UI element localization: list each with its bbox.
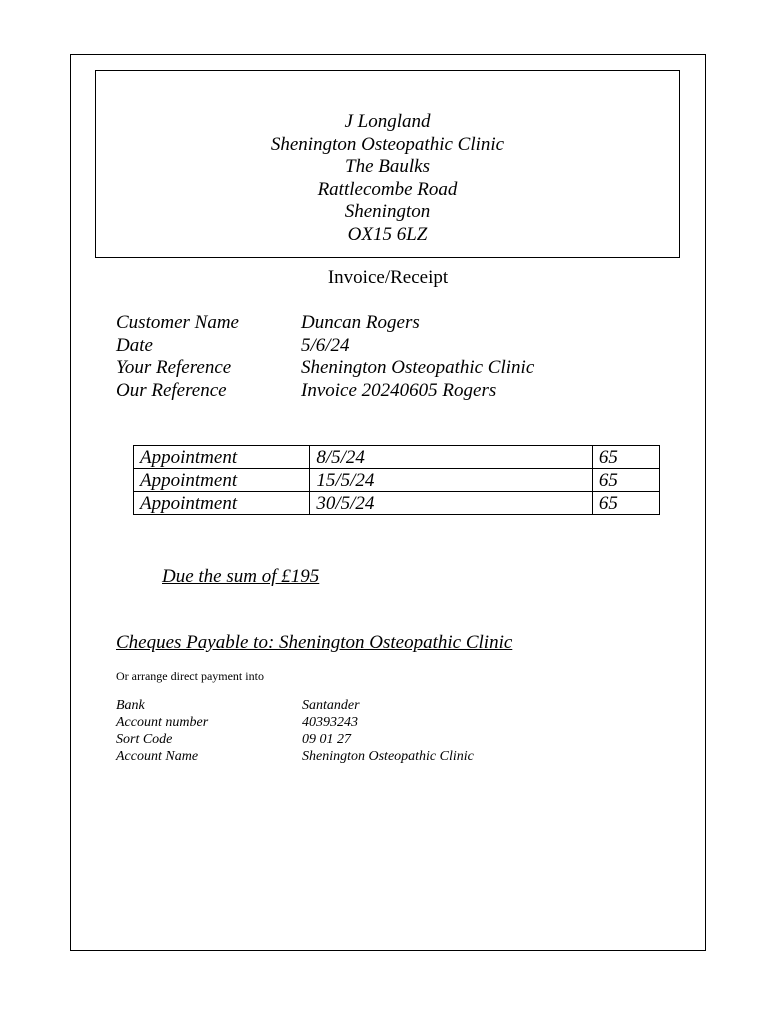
appointment-date-cell: 15/5/24 [310, 469, 593, 492]
address-box [95, 70, 680, 258]
address-line1: The Baulks [345, 156, 430, 177]
detail-value: Shenington Osteopathic Clinic [301, 357, 535, 378]
invoice-page [70, 54, 706, 951]
detail-value: Duncan Rogers [301, 312, 420, 333]
appointment-amount-cell: 65 [592, 469, 659, 492]
address-postcode: OX15 6LZ [347, 223, 428, 245]
cheques-payable: Cheques Payable to: Shenington Osteopathic Clinic [116, 632, 513, 653]
appointment-date-cell: 8/5/24 [310, 446, 593, 469]
detail-label: Your Reference [116, 357, 232, 378]
document-title: Invoice/Receipt [327, 267, 449, 288]
bank-row-sort-code [116, 731, 474, 748]
address-line2: Rattlecombe Road [317, 178, 458, 200]
detail-label: Customer Name [116, 312, 239, 333]
invoice-details [116, 312, 534, 402]
address-town: Shenington [344, 201, 431, 222]
bank-row-account-name [116, 748, 474, 765]
detail-row-customer-name [116, 312, 534, 335]
appointments-table [133, 445, 660, 515]
bank-row-account-number [116, 714, 474, 731]
detail-row-your-reference [116, 357, 534, 380]
detail-label: Our Reference [116, 379, 227, 401]
bank-value: 09 01 27 [302, 732, 351, 747]
address-clinic: Shenington Osteopathic Clinic [270, 133, 505, 155]
appointment-amount-cell: 65 [592, 492, 659, 515]
bank-details [116, 697, 474, 765]
detail-label: Date [116, 334, 153, 356]
appointment-date-cell: 30/5/24 [310, 492, 593, 515]
appointment-description-cell: Appointment [134, 469, 310, 492]
appointment-amount-cell: 65 [592, 446, 659, 469]
bank-label: Sort Code [116, 732, 173, 747]
bank-label: Bank [116, 698, 145, 713]
detail-value: Invoice 20240605 Rogers [301, 379, 497, 401]
bank-row-bank [116, 697, 474, 714]
table-row [134, 492, 660, 515]
detail-value: 5/6/24 [301, 334, 350, 356]
detail-row-our-reference [116, 380, 534, 403]
appointment-description-cell: Appointment [134, 446, 310, 469]
table-row [134, 446, 660, 469]
detail-row-date [116, 335, 534, 358]
table-row [134, 469, 660, 492]
address-name: J Longland [344, 111, 431, 132]
bank-label: Account number [116, 715, 209, 730]
bank-value: Shenington Osteopathic Clinic [302, 749, 474, 764]
bank-label: Account Name [116, 749, 199, 764]
amount-due: Due the sum of £195 [162, 566, 320, 587]
bank-value: Santander [302, 698, 360, 713]
direct-payment-note: Or arrange direct payment into [116, 669, 264, 683]
bank-value: 40393243 [302, 715, 358, 730]
appointment-description-cell: Appointment [134, 492, 310, 515]
